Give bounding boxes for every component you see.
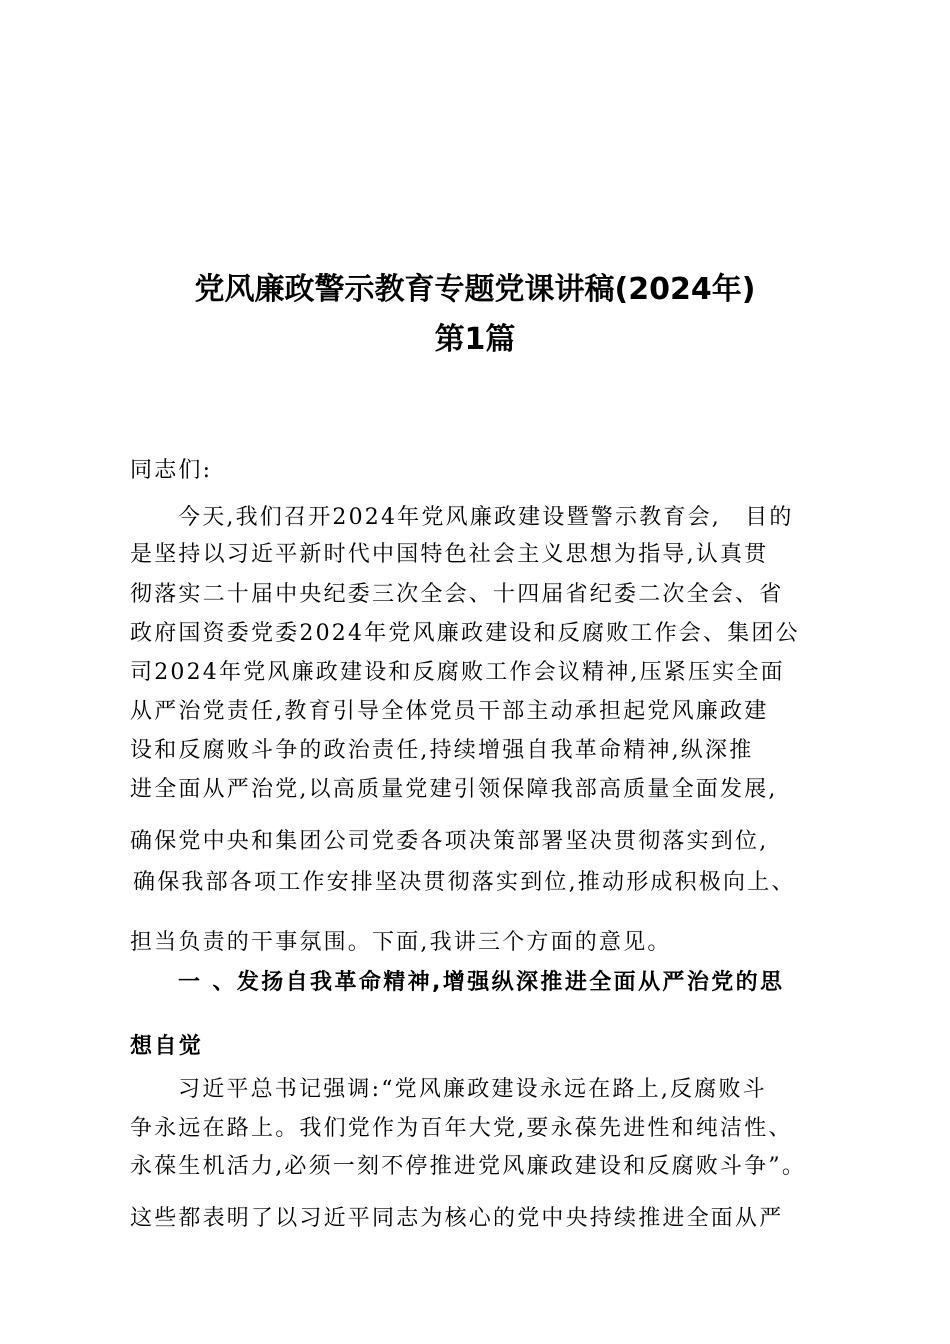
paragraph-line: 永葆生机活力,必须一刻不停推进党风廉政建设和反腐败斗争”。 (130, 1154, 807, 1179)
paragraph-line: 司2024年党风廉政建设和反腐败工作会议精神,压紧压实全面 (130, 660, 785, 685)
paragraph-line: 进全面从严治党,以高质量党建引领保障我部高质量全面发展, (130, 777, 778, 802)
greeting: 同志们: (130, 458, 213, 483)
paragraph-line: 今天,我们召开2024年党风廉政建设暨警示教育会, 目的 (178, 505, 794, 530)
document-subtitle: 第1篇 (434, 322, 516, 357)
paragraph-line: 确保党中央和集团公司党委各项决策部署坚决贯彻落实到位, (130, 829, 769, 854)
paragraph-line: 从严治党责任,教育引导全体党员干部主动承担起党风廉政建 (130, 699, 769, 724)
document-title: 党风廉政警示教育专题党课讲稿(2024年) (194, 272, 756, 307)
paragraph-line: 担当负责的干事氛围。下面,我讲三个方面的意见。 (130, 930, 672, 955)
paragraph-line: 彻落实二十届中央纪委三次全会、十四届省纪委二次全会、省 (130, 582, 784, 607)
paragraph-line: 设和反腐败斗争的政治责任,持续增强自我革命精神,纵深推 (130, 738, 754, 763)
section-heading: 一 、发扬自我革命精神,增强纵深推进全面从严治党的思 (178, 970, 785, 995)
section-heading: 想自觉 (130, 1034, 204, 1059)
paragraph-line: 这些都表明了以习近平同志为核心的党中央持续推进全面从严 (130, 1206, 784, 1231)
paragraph-line: 政府国资委党委2024年党风廉政建设和反腐败工作会、集团公 (130, 621, 800, 646)
paragraph-line: 习近平总书记强调:“党风廉政建设永远在路上,反腐败斗 (178, 1077, 767, 1102)
paragraph-line: 是坚持以习近平新时代中国特色社会主义思想为指导,认真贯 (130, 542, 769, 567)
paragraph-line: 争永远在路上。我们党作为百年大党,要永葆先进性和纯洁性、 (130, 1116, 793, 1141)
paragraph-line: 确保我部各项工作安排坚决贯彻落实到位,推动形成积极向上、 (133, 870, 796, 895)
